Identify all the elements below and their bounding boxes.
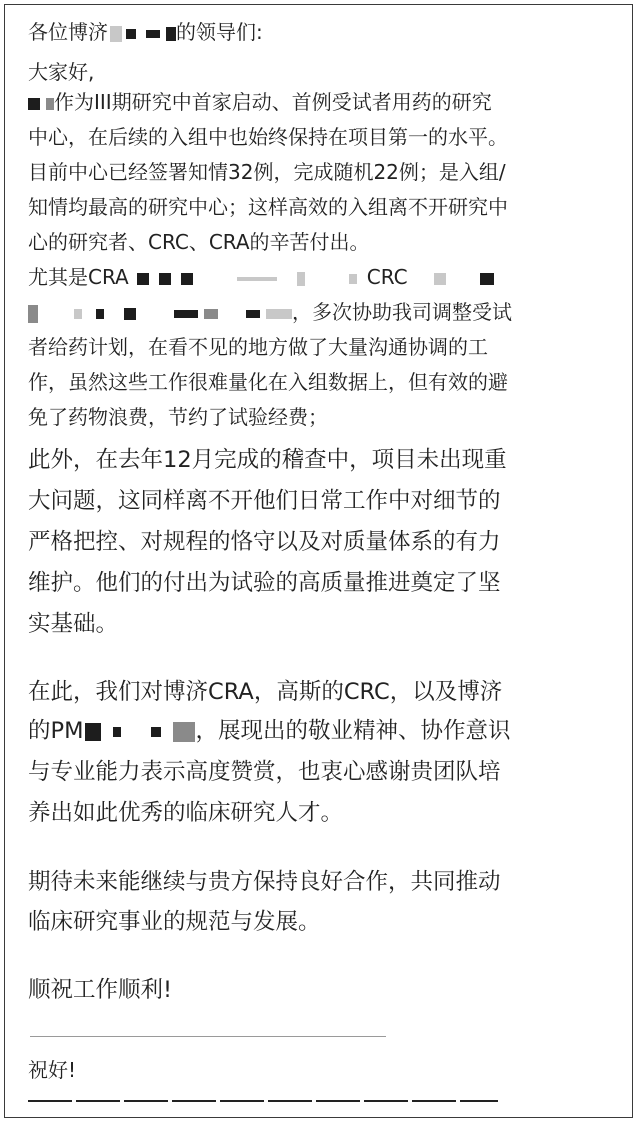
paragraph-2-line-2 [28,298,512,327]
redaction [74,309,82,319]
redaction [349,274,357,284]
redaction [166,27,176,41]
paragraph-1-line-2: 中心，在后续的入组中也始终保持在项目第一的水平。 [28,125,508,149]
redaction [28,305,38,323]
paragraph-2-line-1 [28,263,494,292]
paragraph-3-line-4: 维护。他们的付出为试验的高质量推进奠定了坚 [28,570,501,596]
redaction [297,272,305,286]
redaction [159,273,171,285]
paragraph-3-line-1: 此外，在去年12月完成的稽查中，项目未出现重 [28,447,507,473]
paragraph-1-line-3: 目前中心已经签署知情32例，完成随机22例；是入组/ [28,160,506,184]
redaction [28,98,40,110]
cra-label: 尤其是CRA [28,265,129,289]
closing-regards: 祝好! [28,1058,77,1082]
redaction [85,723,101,741]
hello-line: 大家好, [28,60,95,84]
paragraph-5-line-1: 期待未来能继续与贵方保持良好合作，共同推动 [28,869,501,895]
redaction [124,308,136,320]
pm-label: 的PM [28,718,84,744]
paragraph-3-line-2: 大问题，这同样离不开他们日常工作中对细节的 [28,488,501,514]
divider-line [30,1036,386,1037]
redaction [126,29,136,39]
redaction [110,26,122,42]
crc-label: CRC [366,265,408,289]
paragraph-1-line-5: 心的研究者、CRC、CRA的辛苦付出。 [28,230,370,254]
paragraph-2-line-5: 免了药物浪费，节约了试验经费； [28,405,328,429]
paragraph-4-text: ，展现出的敬业精神、协作意识 [195,718,511,744]
paragraph-1-line-4: 知情均最高的研究中心；这样高效的入组离不开研究中 [28,195,508,219]
closing-wish: 顺祝工作顺利! [28,977,173,1003]
redaction [137,273,149,285]
paragraph-1-text: 作为III期研究中首家启动、首例受试者用药的研究 [54,90,492,114]
paragraph-4-line-4: 养出如此优秀的临床研究人才。 [28,800,344,826]
paragraph-4-line-1: 在此，我们对博济CRA，高斯的CRC，以及博济 [28,679,503,705]
redaction [246,310,260,318]
redaction [204,309,218,319]
redaction [113,727,121,737]
paragraph-2-text: ，多次协助我司调整受试 [292,300,512,324]
redaction [174,310,198,318]
paragraph-2-line-4: 作，虽然这些工作很难量化在入组数据上，但有效的避 [28,370,508,394]
redaction [237,277,277,281]
paragraph-4-line-2 [28,713,511,749]
redaction [173,722,195,742]
signature-line [28,1100,498,1102]
redaction [480,273,494,285]
redaction [151,727,161,737]
redaction [434,273,446,285]
paragraph-5-line-2: 临床研究事业的规范与发展。 [28,909,321,935]
greeting-prefix: 各位博济 [28,20,108,44]
redaction [46,98,54,110]
paragraph-3-line-3: 严格把控、对规程的恪守以及对质量体系的有力 [28,529,501,555]
redaction [181,273,193,285]
greeting-line [28,18,263,47]
paragraph-1-line-1 [28,88,492,117]
redaction [146,30,160,38]
paragraph-4-line-3: 与专业能力表示高度赞赏，也衷心感谢贵团队培 [28,759,501,785]
redaction [96,309,104,319]
paragraph-3-line-5: 实基础。 [28,611,119,637]
redaction [266,309,292,319]
greeting-suffix: 的领导们: [176,20,263,44]
paragraph-2-line-3: 者给药计划，在看不见的地方做了大量沟通协调的工 [28,335,488,359]
